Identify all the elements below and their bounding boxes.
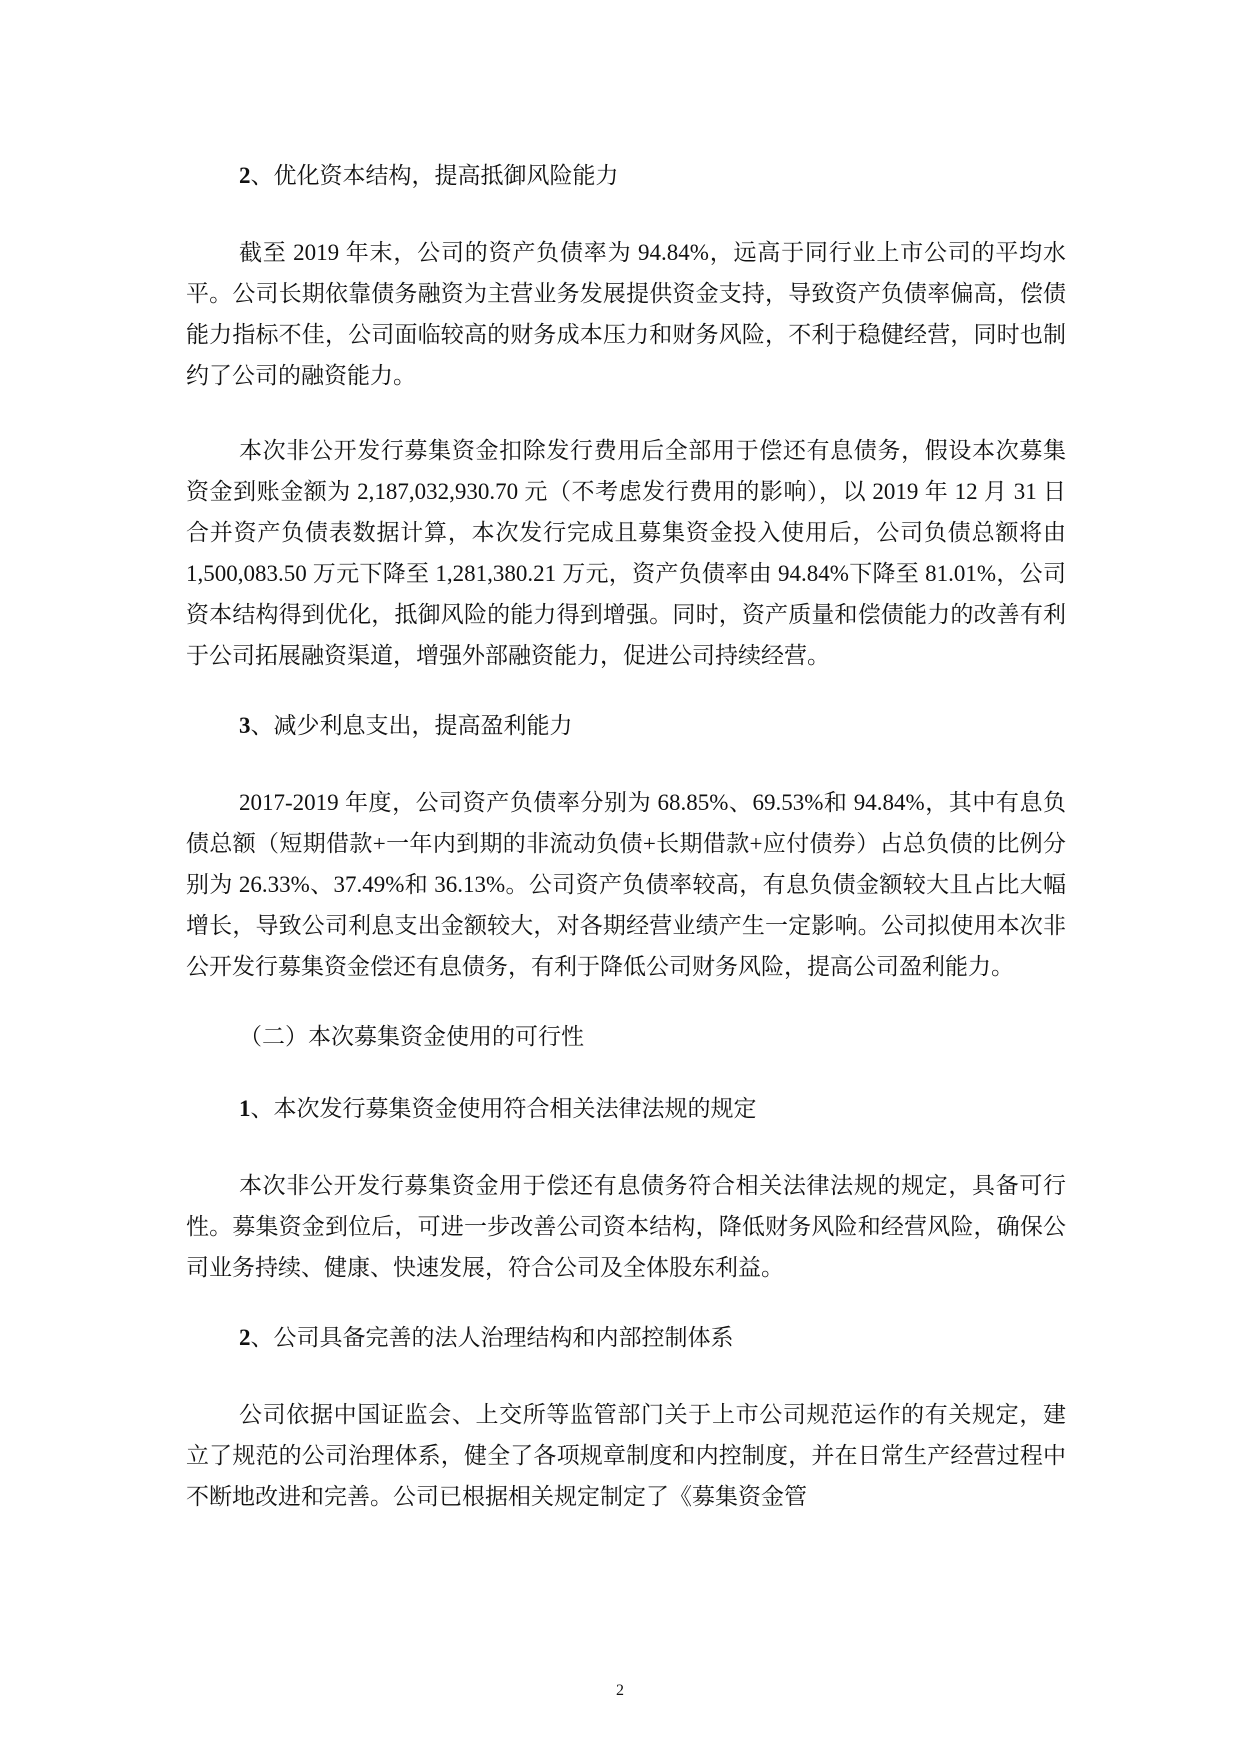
page-number: 2 <box>616 1682 624 1699</box>
document-body <box>186 160 1066 1551</box>
heading-number: 2 <box>239 1325 251 1350</box>
body-paragraph: 本次非公开发行募集资金用于偿还有息债务符合相关法律法规的规定，具备可行性。募集资金到位后，可进一步改善公司资本结构，降低财务风险和经营风险，确保公司业务持续、健康、快速发展，符合公司及全体股东利益。 <box>186 1173 1066 1280</box>
section-heading <box>186 160 1066 192</box>
heading-number: 1 <box>239 1096 251 1121</box>
body-paragraph: 本次非公开发行募集资金扣除发行费用后全部用于偿还有息债务，假设本次募集资金到账金额为 2,187,032,930.70 元（不考虑发行费用的影响），以 2019 年 12 月 31 日合并资产负债表数据计算，本次发行完成且募集资金投入使用后，公司负债总额将由 1,500,083.50 万元下降至 1,281,380.21 万元，资产负债率由 94.84%下降至 81.01%，公司资本结构得到优化，抵御风险的能力得到增强。同时，资产质量和偿债能力的改善有利于公司拓展融资渠道，增强外部融资能力，促进公司持续经营。 <box>186 438 1066 668</box>
heading-text: 、公司具备完善的法人治理结构和内部控制体系 <box>250 1325 734 1350</box>
section-heading <box>186 710 1066 742</box>
heading-text: 、优化资本结构，提高抵御风险能力 <box>250 163 619 188</box>
heading-number: 2 <box>239 163 251 188</box>
section-heading <box>186 1093 1066 1125</box>
heading-text: 、本次发行募集资金使用符合相关法律法规的规定 <box>250 1096 757 1121</box>
heading-number: 3 <box>239 713 251 738</box>
section-heading <box>186 1322 1066 1354</box>
body-paragraph: 2017-2019 年度，公司资产负债率分别为 68.85%、69.53%和 94.84%，其中有息负债总额（短期借款+一年内到期的非流动负债+长期借款+应付债券）占总负债的比例分别为 26.33%、37.49%和 36.13%。公司资产负债率较高，有息负债金额较大且占比大幅增长，导致公司利息支出金额较大，对各期经营业绩产生一定影响。公司拟使用本次非公开发行募集资金偿还有息债务，有利于降低公司财务风险，提高公司盈利能力。 <box>186 790 1066 979</box>
heading-text: （二）本次募集资金使用的可行性 <box>239 1024 584 1049</box>
section-heading <box>186 1021 1066 1053</box>
body-paragraph: 截至 2019 年末，公司的资产负债率为 94.84%，远高于同行业上市公司的平均水平。公司长期依靠债务融资为主营业务发展提供资金支持，导致资产负债率偏高，偿债能力指标不佳，公司面临较高的财务成本压力和财务风险，不利于稳健经营，同时也制约了公司的融资能力。 <box>186 240 1066 388</box>
heading-text: 、减少利息支出，提高盈利能力 <box>250 713 573 738</box>
body-paragraph: 公司依据中国证监会、上交所等监管部门关于上市公司规范运作的有关规定，建立了规范的公司治理体系，健全了各项规章制度和内控制度，并在日常生产经营过程中不断地改进和完善。公司已根据相关规定制定了《募集资金管 <box>186 1402 1066 1509</box>
